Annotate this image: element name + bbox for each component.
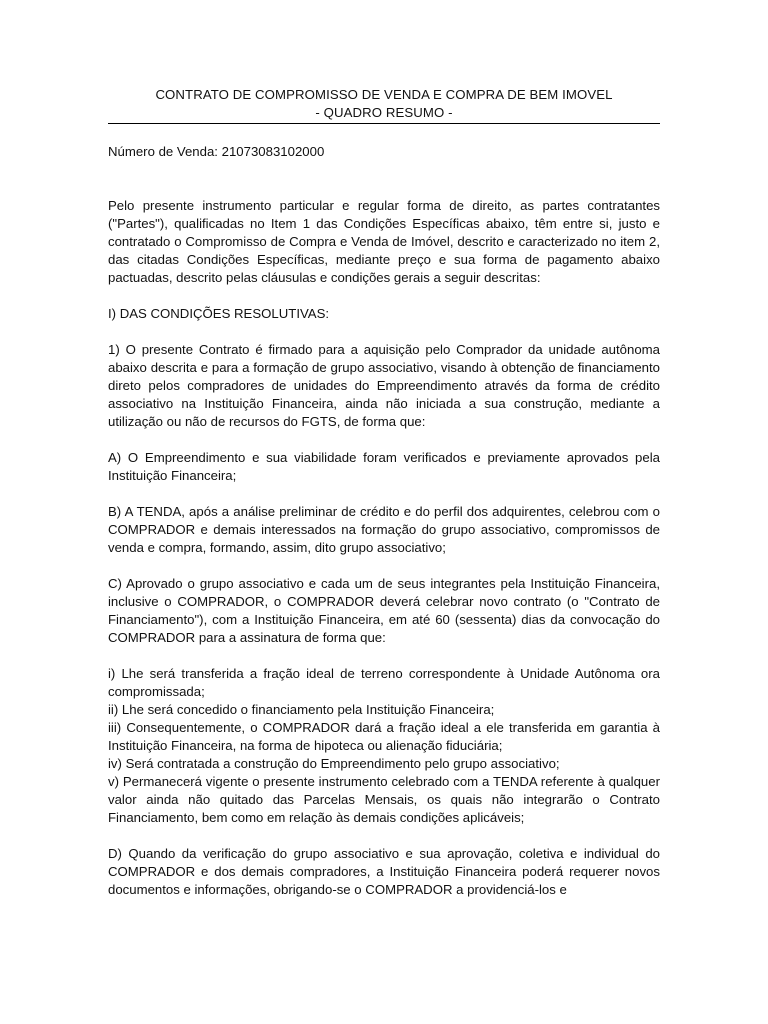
contract-body [108,143,660,917]
intro-paragraph: Pelo presente instrumento particular e regular forma de direito, as partes contratantes ("Partes"), qualificadas no Item 1 das Condições Específicas abaixo, têm entre si, justo e contratado o Compromisso de Compra e Venda de Imóvel, descrito e caracterizado no item 2, das citadas Condições Específicas, mediante preço e sua forma de pagamento abaixo pactuadas, descrito pelas cláusulas e condições gerais a seguir descritas: [108,198,660,285]
title-underline [108,123,660,124]
contract-title-line1: CONTRATO DE COMPROMISSO DE VENDA E COMPRA DE BEM IMOVEL [155,87,613,102]
item-iv: iv) Será contratada a construção do Empreendimento pelo grupo associativo; [108,756,560,771]
section-heading: I) DAS CONDIÇÕES RESOLUTIVAS: [108,306,330,321]
clause-a: A) O Empreendimento e sua viabilidade foram verificados e previamente aprovados pela Instituição Financeira; [108,450,660,483]
clause-d: D) Quando da verificação do grupo associativo e sua aprovação, coletiva e individual do COMPRADOR e dos demais compradores, a Instituição Financeira poderá requerer novos documentos e informações, obrigando-se o COMPRADOR a providenciá-los e [108,846,660,897]
sale-number: Número de Venda: 21073083102000 [108,144,325,159]
contract-title-line2: - QUADRO RESUMO - [315,105,453,120]
item-ii: ii) Lhe será concedido o financiamento pela Instituição Financeira; [108,702,495,717]
contract-title [108,86,660,122]
item-i: i) Lhe será transferida a fração ideal de terreno correspondente à Unidade Autônoma ora compromissada; [108,666,660,699]
clause-b: B) A TENDA, após a análise preliminar de crédito e do perfil dos adquirentes, celebrou com o COMPRADOR e demais interessados na formação do grupo associativo, compromissos de venda e compra, formando, assim, dito grupo associativo; [108,504,660,555]
clause-c: C) Aprovado o grupo associativo e cada um de seus integrantes pela Instituição Financeira, inclusive o COMPRADOR, o COMPRADOR deverá celebrar novo contrato (o "Contrato de Financiamento"), com a Instituição Financeira, em até 60 (sessenta) dias da convocação do COMPRADOR para a assinatura de forma que: [108,576,660,645]
item-v: v) Permanecerá vigente o presente instrumento celebrado com a TENDA referente à qualquer valor ainda não quitado das Parcelas Mensais, os quais não integrarão o Contrato Financiamento, bem como em relação às demais condições aplicáveis; [108,774,660,825]
clause-1: 1) O presente Contrato é firmado para a aquisição pelo Comprador da unidade autônoma abaixo descrita e para a formação de grupo associativo, visando à obtenção de financiamento direto pelos compradores de unidades do Empreendimento através da forma de crédito associativo na Instituição Financeira, ainda não iniciada a sua construção, mediante a utilização ou não de recursos do FGTS, de forma que: [108,342,660,429]
item-iii: iii) Consequentemente, o COMPRADOR dará a fração ideal a ele transferida em garantia à Instituição Financeira, na forma de hipoteca ou alienação fiduciária; [108,720,660,753]
